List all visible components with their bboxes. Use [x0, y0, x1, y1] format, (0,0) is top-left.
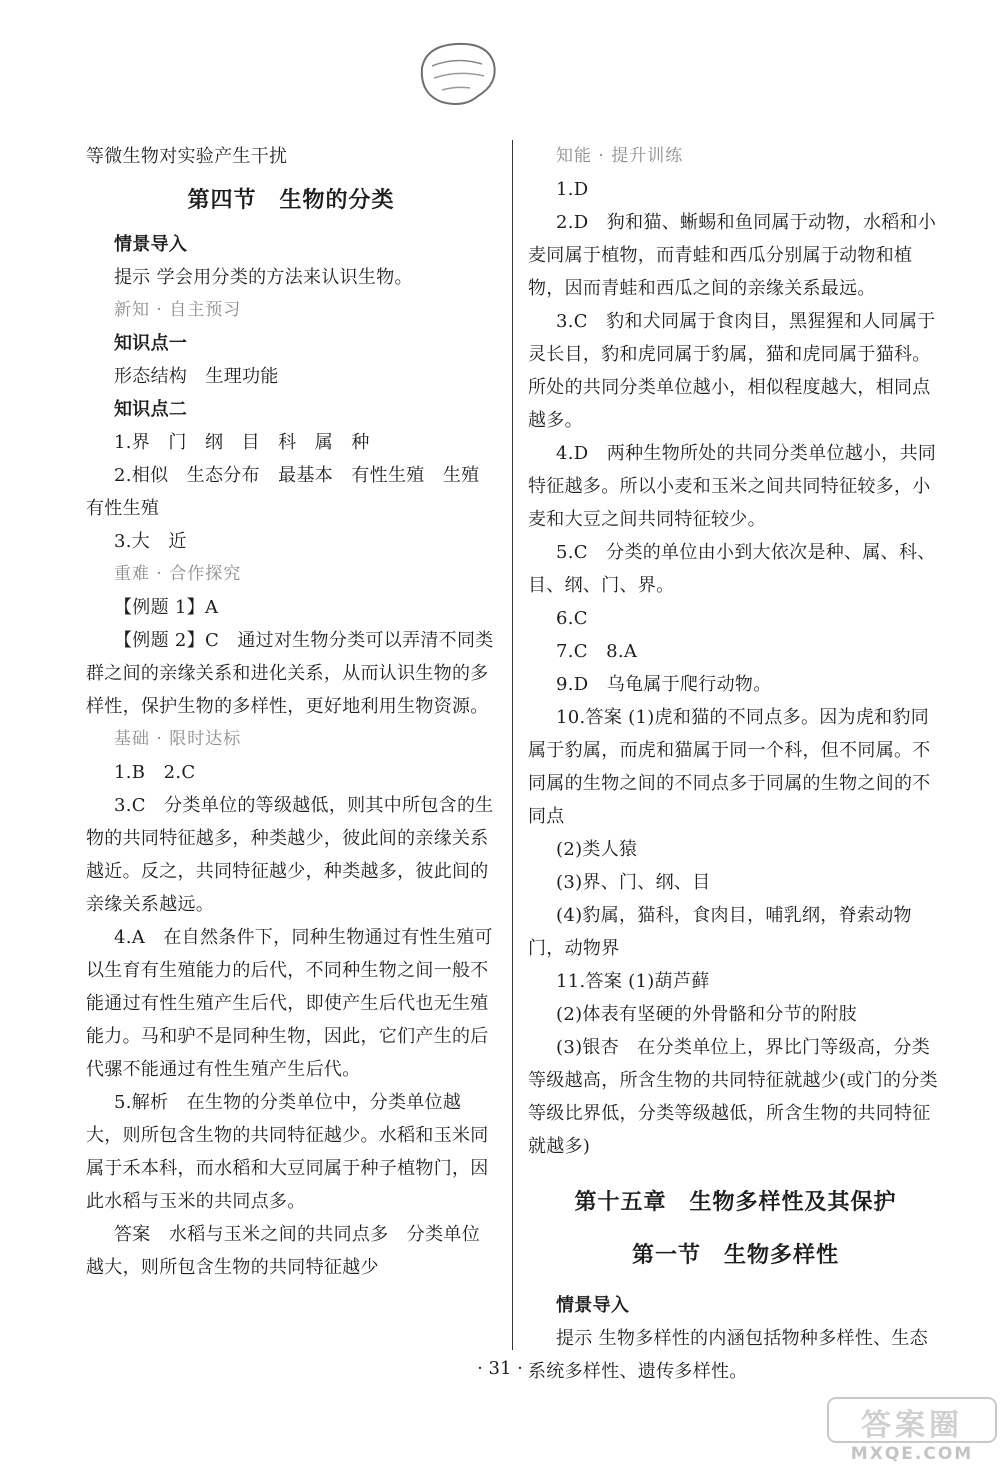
- right-column: [528, 140, 943, 1388]
- text-paragraph: 提示 生物多样性的内涵包括物种多样性、生态系统多样性、遗传多样性。: [528, 1328, 929, 1382]
- watermark-title: 答案圈: [861, 1408, 963, 1443]
- section-heading: 重难 · 合作探究: [114, 564, 242, 584]
- text-paragraph: 4.D 两种生物所处的共同分类单位越小，共同特征越多。所以小麦和玉米之间共同特征较多，小麦和大豆之间共同特征较少。: [528, 443, 937, 530]
- text-paragraph: 答案 水稻与玉米之间的共同点多 分类单位越大，则所包含生物的共同特征越少: [86, 1224, 480, 1278]
- text-paragraph: 【例题 1】A: [114, 597, 219, 618]
- text-paragraph: (2)类人猿: [556, 839, 638, 860]
- text-paragraph: 5.解析 在生物的分类单位中，分类单位越大，则所包含生物的共同特征越少。水稻和玉米同属于禾本科，而水稻和大豆同属于种子植物门，因此水稻与玉米的共同点多。: [86, 1092, 489, 1212]
- text-paragraph: 6.C: [556, 608, 588, 629]
- text-paragraph: 11.答案 (1)葫芦藓: [556, 971, 710, 992]
- section-heading: 第十五章 生物多样性及其保护: [574, 1190, 897, 1215]
- text-paragraph: 2.D 狗和猫、蜥蜴和鱼同属于动物，水稻和小麦同属于植物，而青蛙和西瓜分别属于动物和植物，因而青蛙和西瓜之间的亲缘关系最远。: [528, 212, 937, 299]
- text-paragraph: 3.C 分类单位的等级越低，则其中所包含的生物的共同特征越多，种类越少，彼此间的亲缘关系越近。反之，共同特征越少，种类越多，彼此间的亲缘关系越远。: [86, 795, 494, 915]
- section-heading: 第一节 生物多样性: [631, 1243, 839, 1268]
- left-column: [86, 140, 496, 1284]
- text-paragraph: (4)豹属，猫科，食肉目，哺乳纲，脊索动物门，动物界: [528, 905, 912, 959]
- section-heading: 新知 · 自主预习: [114, 300, 242, 320]
- section-heading: 第四节 生物的分类: [187, 188, 395, 213]
- section-heading: 知能 · 提升训练: [556, 146, 684, 166]
- text-paragraph: 4.A 在自然条件下，同种生物通过有性生殖可以生育有生殖能力的后代，不同种生物之间一般不能通过有性生殖产生后代，即使产生后代也无生殖能力。马和驴不是同种生物，因此，它们产生的后代骡不能通过有性生殖产生后代。: [86, 927, 493, 1080]
- text-paragraph: 1.界 门 纲 目 科 属 种: [114, 432, 370, 453]
- text-paragraph: 知识点一: [114, 333, 188, 354]
- page-number: · 31 ·: [477, 1358, 523, 1379]
- text-paragraph: 知识点二: [114, 399, 188, 420]
- text-paragraph: 提示 学会用分类的方法来认识生物。: [114, 267, 413, 288]
- text-paragraph: 2.相似 生态分布 最基本 有性生殖 生殖 有性生殖: [86, 465, 498, 519]
- text-paragraph: 10.答案 (1)虎和猫的不同点多。因为虎和豹同属于豹属，而虎和猫属于同一个科，但不同属。不同属的生物之间的不同点多于同属的生物之间的不同点: [528, 707, 931, 827]
- column-divider: [512, 140, 513, 1350]
- text-paragraph: 情景导入: [114, 234, 188, 255]
- text-paragraph: 等微生物对实验产生干扰: [86, 146, 288, 167]
- text-paragraph: 1.D: [556, 179, 589, 200]
- text-paragraph: 1.B 2.C: [114, 762, 196, 783]
- watermark-url: MXQE.COM: [850, 1444, 974, 1464]
- text-paragraph: 9.D 乌龟属于爬行动物。: [556, 674, 772, 695]
- text-paragraph: 7.C 8.A: [556, 641, 638, 662]
- text-paragraph: (2)体表有坚硬的外骨骼和分节的附肢: [556, 1004, 857, 1025]
- text-paragraph: 5.C 分类的单位由小到大依次是种、属、科、目、纲、门、界。: [528, 542, 936, 596]
- text-paragraph: (3)银杏 在分类单位上，界比门等级高，分类等级越高，所含生物的共同特征就越少(或门的分类等级比界低，分类等级越低，所含生物的共同特征就越多): [528, 1037, 938, 1157]
- section-heading: 基础 · 限时达标: [114, 729, 242, 749]
- text-paragraph: 【例题 2】C 通过对生物分类可以弄清不同类群之间的亲缘关系和进化关系，从而认识生物的多样性，保护生物的多样性，更好地利用生物资源。: [86, 630, 494, 717]
- text-paragraph: 形态结构 生理功能: [114, 366, 279, 387]
- watermark-logo: [826, 1394, 998, 1466]
- stamp-logo-icon: [412, 38, 500, 110]
- text-paragraph: (3)界、门、纲、目: [556, 872, 711, 893]
- text-paragraph: 3.C 豹和犬同属于食肉目，黑猩猩和人同属于灵长目，豹和虎同属于豹属，猫和虎同属于猫科。所处的共同分类单位越小，相似程度越大，相同点越多。: [528, 311, 936, 431]
- text-paragraph: 情景导入: [556, 1295, 630, 1316]
- text-paragraph: 3.大 近: [114, 531, 187, 552]
